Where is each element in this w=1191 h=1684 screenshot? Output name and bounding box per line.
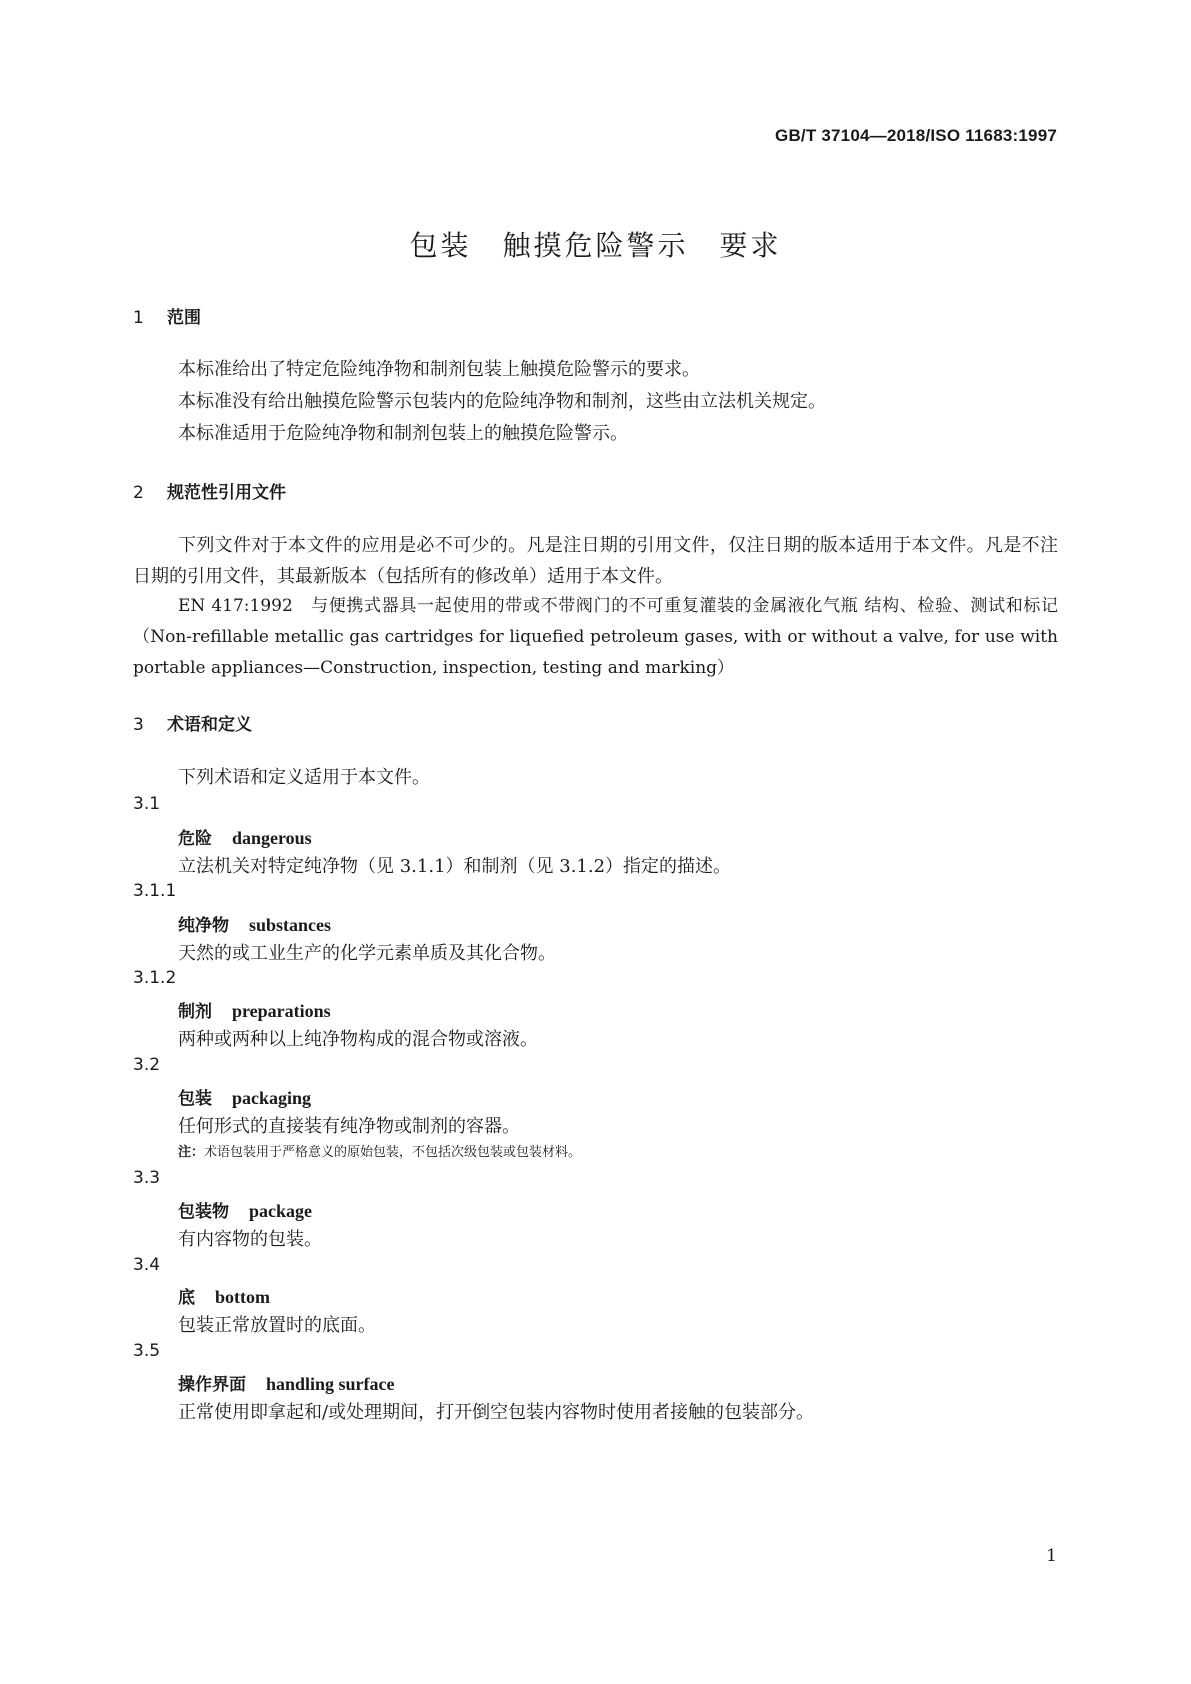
term-zh: 操作界面	[178, 1375, 246, 1395]
term-number: 3.1	[133, 794, 161, 814]
term-definition: 有内容物的包装。	[178, 1229, 322, 1250]
term-definition: 天然的或工业生产的化学元素单质及其化合物。	[178, 943, 556, 964]
section-title: 术语和定义	[167, 715, 252, 735]
term-en: preparations	[232, 1001, 331, 1021]
section-2-heading	[133, 478, 286, 503]
term-definition: 任何形式的直接装有纯净物或制剂的容器。	[178, 1116, 520, 1137]
term-heading	[178, 911, 331, 936]
term-heading	[178, 997, 331, 1022]
term-note	[178, 1141, 581, 1160]
term-zh: 底	[178, 1288, 195, 1308]
paragraph: 本标准给出了特定危险纯净物和制剂包装上触摸危险警示的要求。	[178, 359, 700, 380]
term-en: packaging	[232, 1088, 312, 1108]
term-en: substances	[249, 915, 332, 935]
term-heading	[178, 824, 312, 849]
document-title: 包装 触摸危险警示 要求	[409, 229, 782, 262]
term-number: 3.2	[133, 1055, 161, 1075]
term-heading	[178, 1197, 312, 1222]
term-zh: 包装物	[178, 1202, 229, 1222]
term-en: package	[249, 1201, 312, 1221]
paragraph: 本标准没有给出触摸危险警示包装内的危险纯净物和制剂，这些由立法机关规定。	[178, 391, 826, 412]
term-number: 3.4	[133, 1255, 161, 1275]
paragraph: 下列术语和定义适用于本文件。	[178, 767, 430, 788]
note-text: 术语包装用于严格意义的原始包装，不包括次级包装或包装材料。	[204, 1145, 582, 1160]
term-number: 3.1.1	[133, 881, 177, 901]
term-heading	[178, 1283, 270, 1308]
paragraph: 下列文件对于本文件的应用是必不可少的。凡是注日期的引用文件，仅注日期的版本适用于本文件。凡是不注日期的引用文件，其最新版本（包括所有的修改单）适用于本文件。	[133, 535, 1058, 587]
term-en: handling surface	[266, 1374, 395, 1394]
term-number: 3.3	[133, 1168, 161, 1188]
section-title: 范围	[167, 308, 201, 328]
section-number: 1	[133, 308, 144, 328]
term-en: bottom	[215, 1287, 270, 1307]
term-definition: 正常使用即拿起和/或处理期间，打开倒空包装内容物时使用者接触的包装部分。	[178, 1402, 815, 1423]
section-title: 规范性引用文件	[167, 483, 286, 503]
term-definition: 两种或两种以上纯净物构成的混合物或溶液。	[178, 1029, 538, 1050]
section-number: 2	[133, 483, 144, 503]
term-definition: 包装正常放置时的底面。	[178, 1315, 376, 1336]
section-number: 3	[133, 715, 144, 735]
term-zh: 纯净物	[178, 916, 229, 936]
term-heading	[178, 1084, 311, 1109]
section-1-heading	[133, 303, 201, 328]
normative-reference-en417: EN 417:1992 与便携式器具一起使用的带或不带阀门的不可重复灌装的金属液化气瓶 结构、检验、测试和标记（Non-refillable metallic gas cartridges for liquefied petroleum gases, with or without a valve, for use with portable appliances—Construction, inspection, testing and marking）	[133, 596, 1058, 678]
term-heading	[178, 1370, 395, 1395]
term-zh: 危险	[178, 829, 212, 849]
note-label: 注：	[178, 1145, 205, 1160]
term-zh: 包装	[178, 1089, 212, 1109]
page-number: 1	[1046, 1546, 1057, 1566]
term-definition: 立法机关对特定纯净物（见 3.1.1）和制剂（见 3.1.2）指定的描述。	[178, 856, 732, 877]
standard-number-header: GB/T 37104—2018/ISO 11683:1997	[775, 126, 1057, 145]
term-number: 3.5	[133, 1341, 161, 1361]
section-3-heading	[133, 710, 252, 735]
term-zh: 制剂	[178, 1002, 212, 1022]
term-number: 3.1.2	[133, 968, 177, 988]
term-en: dangerous	[232, 828, 312, 848]
paragraph: 本标准适用于危险纯净物和制剂包装上的触摸危险警示。	[178, 423, 628, 444]
